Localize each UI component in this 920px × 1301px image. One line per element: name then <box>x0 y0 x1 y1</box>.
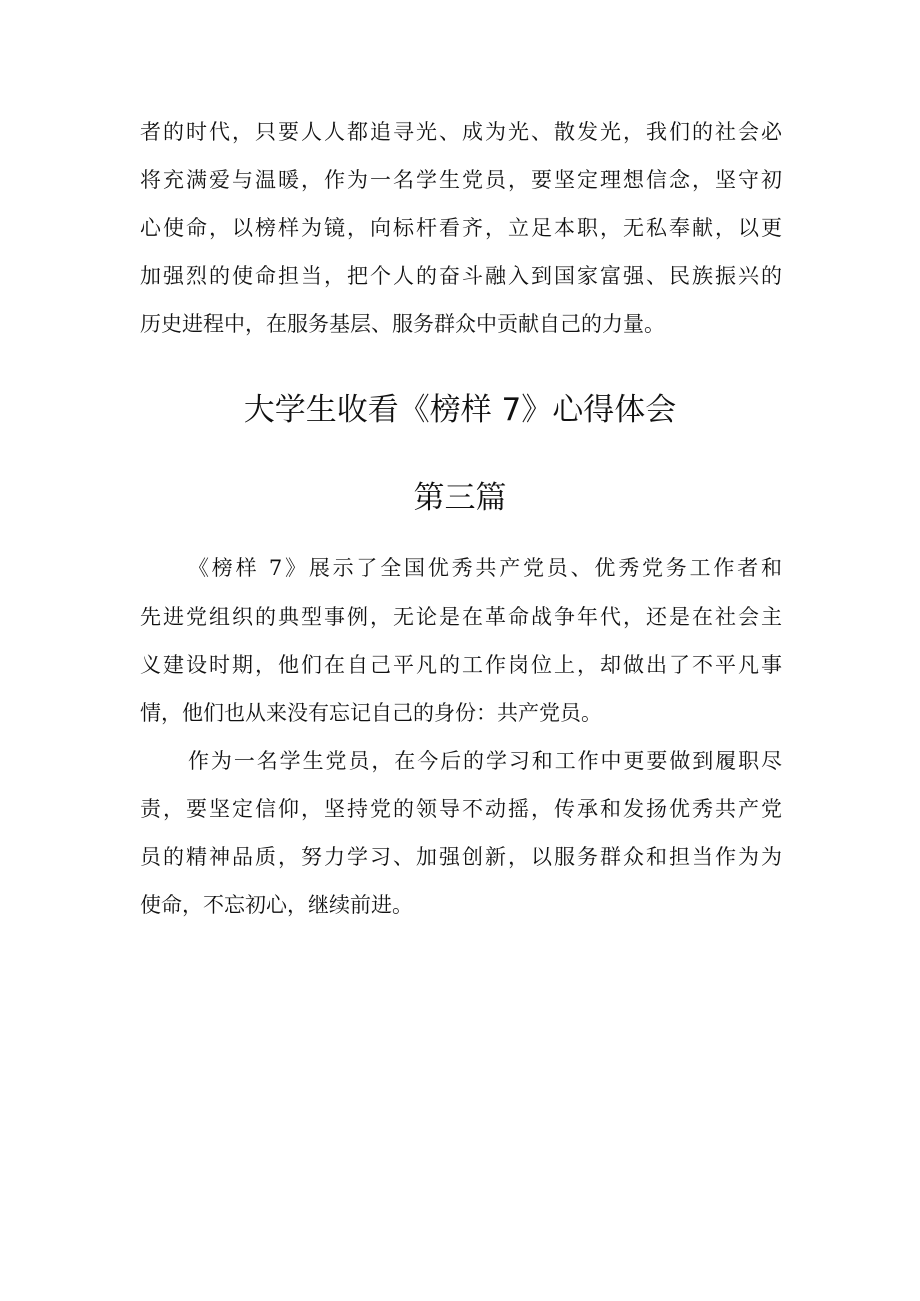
paragraph-2-line-2: 责，要坚定信仰，坚持党的领导不动摇，传承和发扬优秀共产党 <box>140 797 782 821</box>
intro-line-2: 将充满爱与温暖，作为一名学生党员，要坚定理想信念，坚守初 <box>140 168 782 192</box>
intro-line-1: 者的时代，只要人人都追寻光、成为光、散发光，我们的社会必 <box>140 120 782 144</box>
paragraph-1-line-2: 先进党组织的典型事例，无论是在革命战争年代，还是在社会主 <box>140 605 782 629</box>
intro-line-4: 加强烈的使命担当，把个人的奋斗融入到国家富强、民族振兴的 <box>140 264 782 288</box>
document-subtitle: 第三篇 <box>413 480 507 516</box>
paragraph-1-line-4: 情，他们也从来没有忘记自己的身份：共产党员。 <box>140 701 602 725</box>
document-title: 大学生收看《榜样 7》心得体会 <box>243 392 677 428</box>
paragraph-1-line-3: 义建设时期，他们在自己平凡的工作岗位上，却做出了不平凡事 <box>140 653 782 677</box>
intro-line-3: 心使命，以榜样为镜，向标杆看齐，立足本职，无私奉献，以更 <box>140 216 782 240</box>
paragraph-1-line-1: 《榜样 7》展示了全国优秀共产党员、优秀党务工作者和 <box>188 556 782 580</box>
paragraph-2-line-3: 员的精神品质，努力学习、加强创新，以服务群众和担当作为为 <box>140 845 782 869</box>
paragraph-2-line-4: 使命，不忘初心，继续前进。 <box>140 893 413 917</box>
intro-line-5: 历史进程中，在服务基层、服务群众中贡献自己的力量。 <box>140 312 665 336</box>
paragraph-2-line-1: 作为一名学生党员，在今后的学习和工作中更要做到履职尽 <box>188 749 782 773</box>
